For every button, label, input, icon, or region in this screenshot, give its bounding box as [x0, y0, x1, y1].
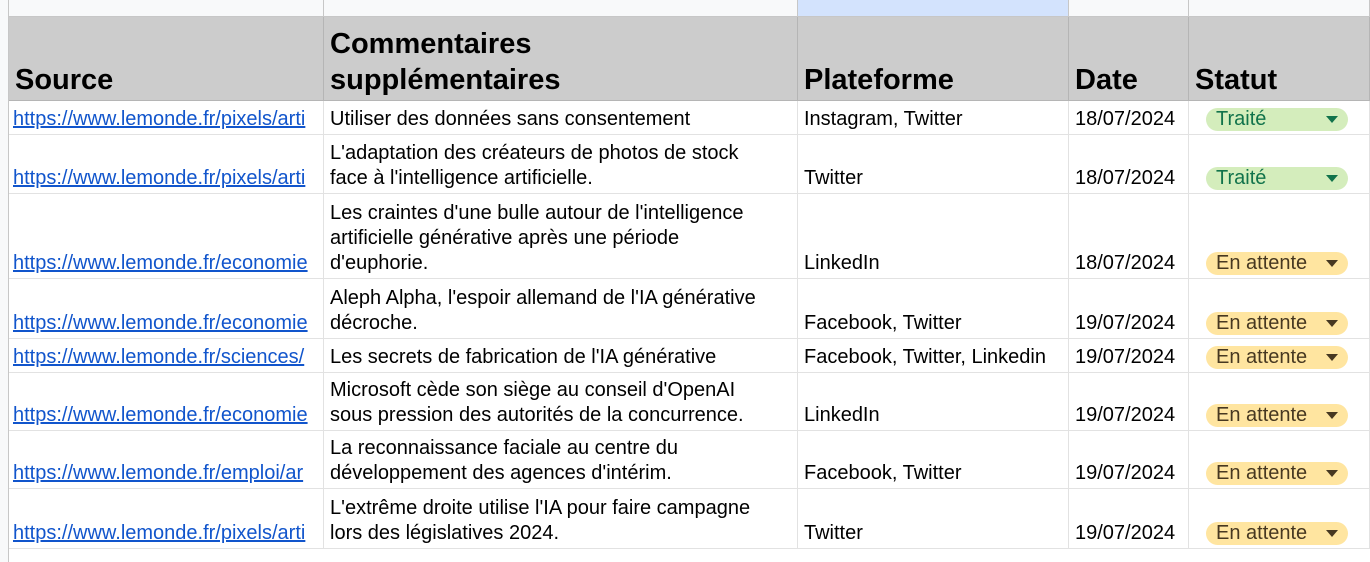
source-url-link[interactable]: https://www.lemonde.fr/economie — [13, 252, 308, 274]
comment-cell-text: La reconnaissance faciale au centre du développement des agences d'intérim. — [330, 437, 679, 484]
source-cell[interactable] — [9, 373, 324, 431]
platform-cell[interactable] — [798, 489, 1069, 549]
column-header-status[interactable] — [1189, 0, 1370, 16]
comment-cell[interactable] — [324, 279, 798, 339]
source-cell[interactable] — [9, 101, 324, 135]
status-label: Traité — [1216, 167, 1267, 189]
source-url-link[interactable]: https://www.lemonde.fr/pixels/arti — [13, 167, 306, 189]
header-source-label: Source — [15, 64, 114, 96]
source-url-link[interactable]: https://www.lemonde.fr/pixels/arti — [13, 522, 306, 544]
date-cell[interactable] — [1069, 279, 1189, 339]
platform-cell[interactable] — [798, 373, 1069, 431]
date-cell-text: 18/07/2024 — [1075, 108, 1176, 130]
status-cell[interactable] — [1189, 431, 1370, 489]
platform-cell[interactable] — [798, 431, 1069, 489]
column-header-date[interactable] — [1069, 0, 1189, 16]
column-header-bar — [0, 0, 1370, 17]
header-comments-label: Commentaires supplémentaires — [330, 28, 561, 96]
comment-cell[interactable] — [324, 373, 798, 431]
header-source[interactable] — [9, 17, 324, 101]
status-label: En attente — [1216, 252, 1308, 274]
source-url-link[interactable]: https://www.lemonde.fr/sciences/ — [13, 346, 305, 368]
status-dropdown-chip[interactable] — [1206, 312, 1348, 335]
date-cell-text: 19/07/2024 — [1075, 404, 1176, 426]
header-date-label: Date — [1075, 64, 1138, 96]
status-label: En attente — [1216, 404, 1308, 426]
platform-cell-text: LinkedIn — [804, 252, 880, 274]
comment-cell[interactable] — [324, 101, 798, 135]
select-all-corner[interactable] — [0, 0, 9, 16]
status-label: En attente — [1216, 312, 1308, 334]
source-url-link[interactable]: https://www.lemonde.fr/economie — [13, 312, 308, 334]
comment-cell[interactable] — [324, 135, 798, 194]
comment-cell[interactable] — [324, 194, 798, 279]
source-cell[interactable] — [9, 279, 324, 339]
header-date[interactable] — [1069, 17, 1189, 101]
status-dropdown-chip[interactable] — [1206, 346, 1348, 369]
source-cell[interactable] — [9, 339, 324, 373]
date-cell[interactable] — [1069, 489, 1189, 549]
platform-cell[interactable] — [798, 279, 1069, 339]
date-cell-text: 18/07/2024 — [1075, 252, 1176, 274]
comment-cell[interactable] — [324, 489, 798, 549]
comment-cell-text: Aleph Alpha, l'espoir allemand de l'IA générative décroche. — [330, 287, 756, 334]
header-platform[interactable] — [798, 17, 1069, 101]
platform-cell-text: Twitter — [804, 522, 863, 544]
status-label: En attente — [1216, 522, 1308, 544]
column-header-comments[interactable] — [324, 0, 798, 16]
platform-cell[interactable] — [798, 339, 1069, 373]
status-label: Traité — [1216, 108, 1267, 130]
date-cell-text: 18/07/2024 — [1075, 167, 1176, 189]
source-url-link[interactable]: https://www.lemonde.fr/pixels/arti — [13, 108, 306, 130]
dropdown-arrow-icon[interactable] — [1326, 320, 1338, 327]
status-dropdown-chip[interactable] — [1206, 462, 1348, 485]
platform-cell-text: Facebook, Twitter, Linkedin — [804, 346, 1046, 368]
date-cell[interactable] — [1069, 135, 1189, 194]
comment-cell-text: Les secrets de fabrication de l'IA générative — [330, 346, 717, 368]
dropdown-arrow-icon[interactable] — [1326, 412, 1338, 419]
date-cell-text: 19/07/2024 — [1075, 312, 1176, 334]
dropdown-arrow-icon[interactable] — [1326, 175, 1338, 182]
source-cell[interactable] — [9, 431, 324, 489]
platform-cell-text: Facebook, Twitter — [804, 462, 962, 484]
header-platform-label: Plateforme — [804, 64, 954, 96]
date-cell[interactable] — [1069, 101, 1189, 135]
header-status-label: Statut — [1195, 64, 1278, 96]
platform-cell[interactable] — [798, 135, 1069, 194]
date-cell-text: 19/07/2024 — [1075, 522, 1176, 544]
comment-cell-text: L'extrême droite utilise l'IA pour faire campagne lors des législatives 2024. — [330, 497, 751, 544]
header-comments[interactable] — [324, 17, 798, 101]
comment-cell-text: Microsoft cède son siège au conseil d'OpenAI sous pression des autorités de la concurrence. — [330, 379, 744, 426]
status-dropdown-chip[interactable] — [1206, 108, 1348, 131]
source-cell[interactable] — [9, 135, 324, 194]
comment-cell[interactable] — [324, 339, 798, 373]
date-cell[interactable] — [1069, 194, 1189, 279]
status-label: En attente — [1216, 462, 1308, 484]
source-cell[interactable] — [9, 194, 324, 279]
status-cell[interactable] — [1189, 279, 1370, 339]
platform-cell-text: LinkedIn — [804, 404, 880, 426]
column-header-source[interactable] — [9, 0, 324, 16]
status-cell[interactable] — [1189, 373, 1370, 431]
status-label: En attente — [1216, 346, 1308, 368]
platform-cell-text: Instagram, Twitter — [804, 108, 963, 130]
status-cell[interactable] — [1189, 194, 1370, 279]
comment-cell-text: Les craintes d'une bulle autour de l'intelligence artificielle générative après une période d'euphorie. — [330, 202, 744, 274]
source-url-link[interactable]: https://www.lemonde.fr/economie — [13, 404, 308, 426]
status-dropdown-chip[interactable] — [1206, 252, 1348, 275]
status-cell[interactable] — [1189, 489, 1370, 549]
date-cell-text: 19/07/2024 — [1075, 462, 1176, 484]
comment-cell-text: Utiliser des données sans consentement — [330, 108, 691, 130]
comment-cell[interactable] — [324, 431, 798, 489]
date-cell[interactable] — [1069, 373, 1189, 431]
status-cell[interactable] — [1189, 135, 1370, 194]
platform-cell[interactable] — [798, 194, 1069, 279]
source-url-link[interactable]: https://www.lemonde.fr/emploi/ar — [13, 462, 304, 484]
column-header-platform[interactable] — [798, 0, 1069, 16]
date-cell-text: 19/07/2024 — [1075, 346, 1176, 368]
dropdown-arrow-icon[interactable] — [1326, 470, 1338, 477]
comment-cell-text: L'adaptation des créateurs de photos de stock face à l'intelligence artificielle. — [330, 142, 739, 189]
source-cell[interactable] — [9, 489, 324, 549]
date-cell[interactable] — [1069, 431, 1189, 489]
platform-cell-text: Twitter — [804, 167, 863, 189]
dropdown-arrow-icon[interactable] — [1326, 260, 1338, 267]
status-cell[interactable] — [1189, 339, 1370, 373]
header-status[interactable] — [1189, 17, 1370, 101]
status-cell[interactable] — [1189, 101, 1370, 135]
dropdown-arrow-icon[interactable] — [1326, 116, 1338, 123]
date-cell[interactable] — [1069, 339, 1189, 373]
platform-cell[interactable] — [798, 101, 1069, 135]
dropdown-arrow-icon[interactable] — [1326, 530, 1338, 537]
status-dropdown-chip[interactable] — [1206, 404, 1348, 427]
platform-cell-text: Facebook, Twitter — [804, 312, 962, 334]
dropdown-arrow-icon[interactable] — [1326, 354, 1338, 361]
row-number-gutter[interactable] — [0, 16, 9, 562]
status-dropdown-chip[interactable] — [1206, 522, 1348, 545]
status-dropdown-chip[interactable] — [1206, 167, 1348, 190]
